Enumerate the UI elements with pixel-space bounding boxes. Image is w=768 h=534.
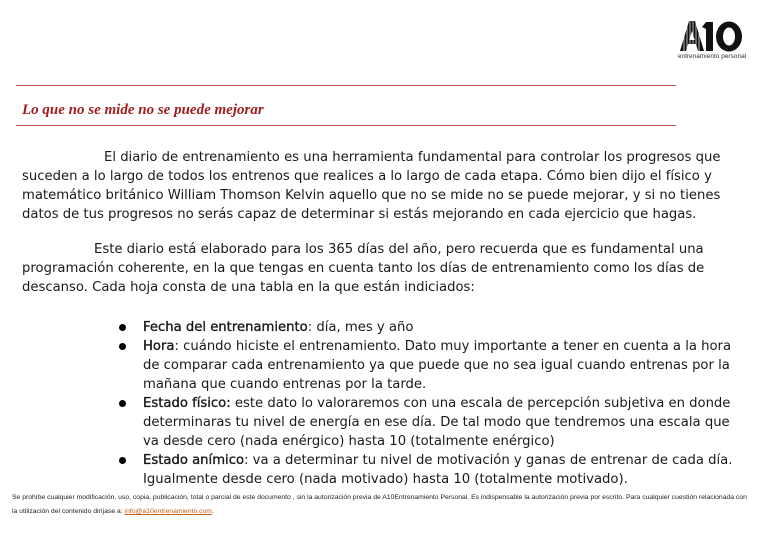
indicator-list	[115, 318, 735, 489]
footer-suffix: .	[211, 508, 214, 515]
list-item-text: : día, mes y año	[307, 320, 414, 335]
a10-logo-mark	[680, 19, 744, 53]
diary-description-paragraph: Este diario está elaborado para los 365 días del año, pero recuerda que es fundamental una programación coherente, en la que tengas en cuenta tanto los días de entrenamiento como los días de descanso. Cada hoja consta de una tabla en la que están indiciados:	[22, 242, 705, 295]
bullet-icon	[119, 400, 126, 407]
footer-notice: Se prohíbe cualquier modificación, uso, copia, publicación, total o parcial de este documento , sin la autorización previa de A10Entrenamiento Personal. Es indispensable la autorización previa por escrito. Para cualquier cuestión relacionada con la utilización del contenido diríjase a:	[12, 494, 747, 515]
list-item-text: : va a determinar tu nivel de motivación y ganas de entrenar de cada día. Igualmente desde cero (nada motivado) hasta 10 (totalmente motivado).	[143, 453, 733, 487]
bullet-icon	[119, 457, 126, 464]
bullet-icon	[119, 343, 126, 350]
list-item-term: Estado físico:	[143, 396, 231, 411]
logo-tagline: entrenamiento personal	[677, 53, 747, 60]
list-item	[115, 337, 735, 394]
list-item-term: Hora	[143, 339, 175, 354]
list-item	[115, 394, 735, 451]
list-item-term: Fecha del entrenamiento	[143, 320, 308, 335]
list-item-term: Estado anímico	[143, 453, 245, 468]
bullet-icon	[119, 324, 126, 331]
title-underline	[16, 125, 676, 126]
top-divider	[16, 85, 676, 86]
list-item	[115, 451, 735, 489]
list-item-text: este dato lo valoraremos con una escala de percepción subjetiva en donde determinaras tu nivel de energía en ese día. De tal modo que tendremos una escala que va desde cero (nada enérgico) hasta 10 (totalmente enérgico)	[143, 396, 731, 449]
copyright-footer	[12, 491, 752, 519]
brand-logo	[676, 19, 748, 65]
section-title: Lo que no se mide no se puede mejorar	[22, 102, 264, 118]
list-item-text: : cuándo hiciste el entrenamiento. Dato muy importante a tener en cuenta a la hora de comparar cada entrenamiento ya que puede que no sea igual cuando entrenas por la mañana que cuando entrenas por la tarde.	[143, 339, 732, 392]
contact-email-link[interactable]: info@a10entrenamiento.com	[124, 508, 212, 515]
list-item	[115, 318, 735, 337]
intro-paragraph: El diario de entrenamiento es una herramienta fundamental para controlar los progresos que suceden a lo largo de todos los entrenos que realices a lo largo de cada etapa. Cómo bien dijo el físico y matemático británico William Thomson Kelvin aquello que no se mide no se puede mejorar, y si no tienes datos de tus progresos no serás capaz de determinar si estás mejorando en cada ejercicio que hagas.	[22, 150, 721, 222]
